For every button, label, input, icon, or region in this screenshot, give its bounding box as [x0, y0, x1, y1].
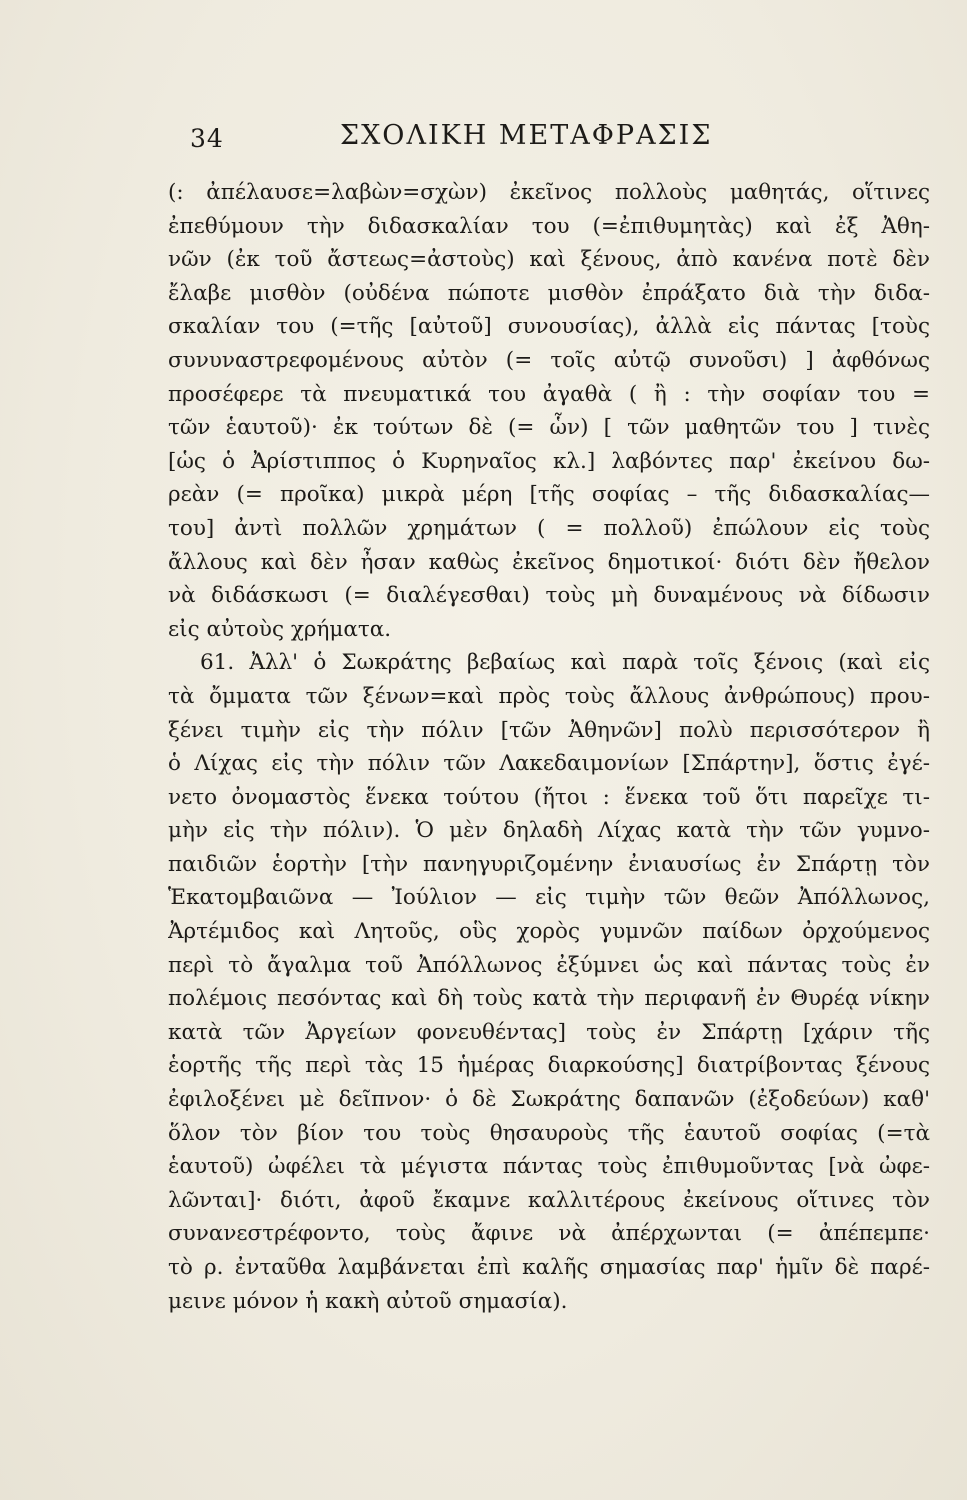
text-line: παιδιῶν ἑορτὴν [τὴν πανηγυριζομένην ἐνιαυσίως ἐν Σπάρτῃ τὸν [168, 851, 930, 877]
text-line: ἑαυτοῦ) ὠφέλει τὰ μέγιστα πάντας τοὺς ἐπιθυμοῦντας [νὰ ὠφε- [168, 1154, 930, 1180]
text-line: νῶν (ἐκ τοῦ ἄστεως=ἀστοὺς) καὶ ξένους, ἀπὸ κανένα ποτὲ δὲν [168, 247, 930, 273]
text-line: ἄλλους καὶ δὲν ἦσαν καθὼς ἐκεῖνος δημοτικοί· διότι δὲν ἤθελον [168, 549, 930, 575]
text-line: [ὡς ὁ Ἀρίστιππος ὁ Κυρηναῖος κλ.] λαβόντες παρ' ἐκείνου δω- [168, 448, 930, 474]
text-line: λῶνται]· διότι, ἀφοῦ ἔκαμνε καλλιτέρους ἐκείνους οἵτινες τὸν [168, 1187, 930, 1213]
text-line: ὁ Λίχας εἰς τὴν πόλιν τῶν Λακεδαιμονίων [Σπάρτην], ὅστις ἐγέ- [168, 751, 930, 777]
text-line: Ἑκατομβαιῶνα — Ἰούλιον — εἰς τιμὴν τῶν θεῶν Ἀπόλλωνος, [168, 885, 930, 911]
running-title: ΣΧΟΛΙΚΗ ΜΕΤΑΦΡΑΣΙΣ [340, 120, 713, 151]
text-line: ἐφιλοξένει μὲ δεῖπνον· ὁ δὲ Σωκράτης δαπανῶν (ἐξοδεύων) καθ' [168, 1087, 930, 1113]
text-line: σκαλίαν του (=τῆς [αὐτοῦ] συνουσίας), ἀλλὰ εἰς πάντας [τοὺς [168, 314, 930, 340]
text-line: εἰς αὐτοὺς χρήματα. [168, 616, 392, 642]
text-line: ξένει τιμὴν εἰς τὴν πόλιν [τῶν Ἀθηνῶν] πολὺ περισσότερον ἢ [168, 717, 930, 743]
text-line: μεινε μόνον ἡ κακὴ αὐτοῦ σημασία). [168, 1288, 568, 1314]
text-line: ἑορτῆς τῆς περὶ τὰς 15 ἡμέρας διαρκούσης] διατρίβοντας ξένους [168, 1053, 930, 1079]
page-header [190, 110, 930, 160]
text-line: πολέμοις πεσόντας καὶ δὴ τοὺς κατὰ τὴν περιφανῆ ἐν Θυρέᾳ νίκην [168, 986, 930, 1012]
text-line: συνυναστρεφομένους αὐτὸν (= τοῖς αὐτῷ συνοῦσι) ] ἀφθόνως [168, 347, 930, 373]
text-line: του] ἀντὶ πολλῶν χρημάτων ( = πολλοῦ) ἐπώλουν εἰς τοὺς [168, 515, 930, 541]
text-line: νὰ διδάσκωσι (= διαλέγεσθαι) τοὺς μὴ δυναμένους νὰ δίδωσιν [168, 583, 930, 609]
text-line: ἐπεθύμουν τὴν διδασκαλίαν του (=ἐπιθυμητὰς) καὶ ἐξ Ἀθη- [168, 213, 930, 239]
paragraph-61-start: 61. Ἀλλ' ὁ Σωκράτης βεβαίως καὶ παρὰ τοῖς ξένοις (καὶ εἰς [200, 650, 930, 676]
text-line: κατὰ τῶν Ἀργείων φονευθέντας] τοὺς ἐν Σπάρτῃ [χάριν τῆς [168, 1019, 930, 1045]
text-line: Ἀρτέμιδος καὶ Λητοῦς, οὓς χορὸς γυμνῶν παίδων ὀρχούμενος [168, 919, 930, 945]
text-line: ὅλον τὸν βίον του τοὺς θησαυροὺς τῆς ἑαυτοῦ σοφίας (=τὰ [168, 1120, 930, 1146]
text-line: ρεὰν (= προῖκα) μικρὰ μέρη [τῆς σοφίας – τῆς διδασκαλίας— [168, 482, 930, 508]
body-text [168, 176, 930, 1318]
text-line: συνανεστρέφοντο, τοὺς ἄφινε νὰ ἀπέρχωνται (= ἀπέπεμπε· [168, 1221, 930, 1247]
text-line: περὶ τὸ ἄγαλμα τοῦ Ἀπόλλωνος ἐξύμνει ὡς καὶ πάντας τοὺς ἐν [168, 952, 930, 978]
text-line: τὸ ρ. ἐνταῦθα λαμβάνεται ἐπὶ καλῆς σημασίας παρ' ἡμῖν δὲ παρέ- [168, 1255, 930, 1280]
page-number: 34 [190, 124, 224, 153]
text-line: ἔλαβε μισθὸν (οὐδένα πώποτε μισθὸν ἐπράξατο διὰ τὴν διδα- [168, 280, 930, 306]
text-line: νετο ὀνομαστὸς ἕνεκα τούτου (ἤτοι : ἕνεκα τοῦ ὅτι παρεῖχε τι- [168, 784, 930, 810]
text-line: (: ἀπέλαυσε=λαβὼν=σχὼν) ἐκεῖνος πολλοὺς μαθητάς, οἵτινες [168, 180, 930, 205]
text-line: μὴν εἰς τὴν πόλιν). Ὁ μὲν δηλαδὴ Λίχας κατὰ τὴν τῶν γυμνο- [168, 818, 930, 844]
text-line: προσέφερε τὰ πνευματικά του ἀγαθὰ ( ἢ : τὴν σοφίαν του = [168, 381, 930, 407]
text-line: τὰ ὄμματα τῶν ξένων=καὶ πρὸς τοὺς ἄλλους ἀνθρώπους) πρου- [168, 683, 930, 709]
text-line: τῶν ἑαυτοῦ)· ἐκ τούτων δὲ (= ὧν) [ τῶν μαθητῶν του ] τινὲς [168, 415, 930, 441]
